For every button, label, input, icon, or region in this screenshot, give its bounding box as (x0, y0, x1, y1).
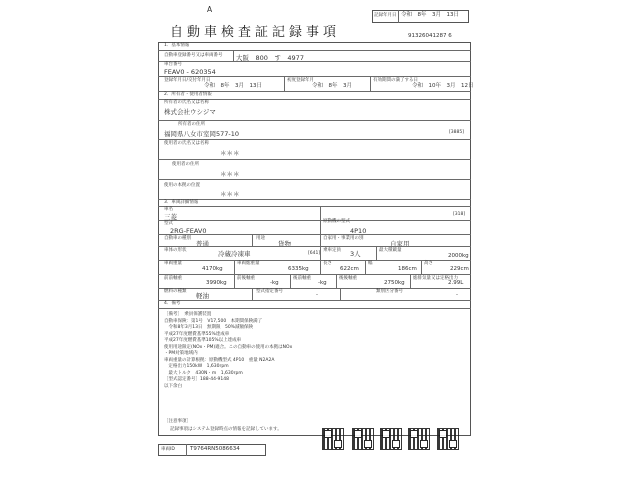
body-value: 冷蔵冷凍車 (218, 250, 251, 258)
remark-line: 車両重量の計算根拠：原動機型式 4P10 重量 N2A2A (164, 357, 275, 363)
category-label: 類別区分番号 (376, 289, 403, 294)
registration-value: 大阪 800 す 4977 (236, 54, 304, 62)
qr-code-icon (352, 428, 374, 450)
first-year-value: 令和 8年 3月 (312, 83, 352, 89)
car-name-code: [318] (453, 212, 466, 217)
qr-code-icon (380, 428, 402, 450)
length-value: 622cm (340, 266, 359, 272)
kind-label: 自動車の種別 (164, 236, 191, 241)
use-value: 貨物 (278, 240, 291, 248)
owner-address-value: 福岡県八女市室岡577-10 (164, 130, 240, 138)
first-reg-label: 登録年月日/交付年月日 (164, 78, 211, 83)
notes-heading: ［注意事項］ (164, 419, 191, 424)
car-name-value: 三菱 (164, 213, 177, 221)
remarks-block (164, 311, 464, 389)
remark-line: 平成27年度燃費基準55%達成車 (164, 331, 230, 337)
weight-label: 車両重量 (164, 261, 182, 266)
section1-heading: 1．基本情報 (164, 43, 190, 48)
car-name-label: 車名 (164, 207, 173, 212)
section4-heading: 4．備考 (164, 301, 181, 306)
rear-front-axle-value: -kg (318, 280, 327, 286)
fuel-label: 燃料の種類 (164, 289, 187, 294)
header-mark: A (207, 5, 213, 14)
model-label: 型式 (164, 221, 173, 226)
engine-value: 4P10 (350, 227, 367, 235)
remark-line: 使用用途限定(NOx・PM)適合。この自動車の使用の本拠はNOx (164, 344, 293, 350)
model-number-label: 型式指定番号 (256, 289, 283, 294)
load-label: 最大積載量 (379, 248, 402, 253)
user-address-value: ＊＊＊ (220, 170, 240, 178)
remark-line: 以下余白 (164, 383, 182, 389)
remark-line: ［型式認定番号］188-44-9148 (164, 377, 230, 382)
purpose-label: 自家用・事業用の別 (323, 236, 364, 241)
displacement-label: 総排気量又は定格出力 (413, 276, 458, 281)
rear-axle-value: 2750kg (384, 280, 405, 286)
qr-code-icon (408, 428, 430, 450)
height-label: 高さ (424, 261, 433, 266)
use-label: 用途 (256, 236, 265, 241)
height-value: 229cm (450, 266, 469, 272)
kind-value: 普通 (196, 240, 209, 248)
displacement-value: 2.99L (448, 280, 464, 286)
owner-name-value: 株式会社ウシジマ (164, 108, 216, 116)
weight-value: 4170kg (202, 266, 223, 272)
expiry-value: 令和 10年 3月 12日 (412, 83, 474, 89)
width-label: 幅 (368, 261, 373, 266)
purpose-value: 自家用 (390, 240, 410, 248)
date-value: 令和 8年 3月 13日 (401, 12, 459, 18)
capacity-value: 3人 (350, 250, 361, 258)
rear-front-axle-label: 後前軸重 (293, 276, 311, 281)
front-rear-axle-label: 前後軸重 (237, 276, 255, 281)
remark-line: ［備考］ 乗員保護装置 (164, 312, 212, 317)
front-axle-label: 前前軸重 (164, 276, 182, 281)
body-label: 車体の形状 (164, 248, 187, 253)
document-number: 91326041287 6 (408, 33, 452, 39)
length-label: 長さ (323, 261, 332, 266)
remark-line: 自動車保険：第1号 V17,500 本期間保険満了 (164, 318, 263, 324)
fuel-value: 軽油 (196, 292, 209, 300)
width-value: 186cm (398, 266, 417, 272)
registration-label: 自動車登録番号又は車両番号 (164, 53, 223, 58)
model-value: 2RG-FEAV0 (170, 227, 207, 235)
category-value: - (456, 292, 458, 298)
body-code: [641] (308, 251, 321, 256)
remark-line: 最大トルク 430N・m 1,630rpm (164, 370, 243, 376)
first-year-label: 初度登録年月 (287, 78, 314, 83)
remark-line: 令和8年3月13日 無期限 50%減額保険 (164, 325, 253, 330)
capacity-label: 乗車定員 (323, 248, 341, 253)
chassis-label: 車台番号 (164, 62, 182, 67)
load-value: 2000kg (448, 253, 469, 259)
gross-value: 6335kg (288, 266, 309, 272)
base-location-label: 使用の本拠の位置 (164, 183, 200, 188)
user-address-label: 使用者の住所 (172, 162, 199, 167)
document-title: 自動車検査証記録事項 (170, 25, 341, 40)
owner-name-label: 所有者の氏名又は名称 (164, 100, 209, 105)
vehicle-id-label: 車両ID (161, 447, 175, 452)
date-label: 記録年月日 (374, 13, 397, 18)
section2-heading: 2．所有者・使用者情報 (164, 92, 212, 97)
qr-code-icon (322, 428, 344, 450)
first-reg-value: 令和 8年 3月 13日 (204, 83, 262, 89)
remark-line: 平成27年度燃費基準105%以上達成車 (164, 338, 242, 343)
rear-axle-label: 後後軸重 (339, 276, 357, 281)
base-location-value: ＊＊＊ (220, 190, 240, 198)
expiry-label: 有効期間の満了する日 (373, 78, 418, 83)
front-axle-value: 3990kg (206, 280, 227, 286)
engine-label: 原動機の型式 (323, 219, 350, 224)
vehicle-id-value: T9764RN5086634 (190, 446, 240, 452)
remark-line: 定格出力150kW 1,630rpm (164, 364, 229, 369)
remark-line: ・PM対策地域内 (164, 351, 198, 356)
user-name-value: ＊＊＊ (220, 149, 240, 157)
model-number-value: - (316, 292, 318, 298)
qr-code-icon (437, 428, 459, 450)
notes-line: 記録事項はシステム登録時点の情報を記録しています。 (170, 427, 282, 432)
gross-label: 車両総重量 (237, 261, 260, 266)
owner-address-code: [3885] (449, 130, 464, 135)
section3-heading: 3．車両詳細情報 (164, 200, 199, 205)
owner-address-label: 所有者の住所 (178, 122, 205, 127)
user-name-label: 使用者の氏名又は名称 (164, 141, 209, 146)
chassis-value: FEAV0 - 620354 (164, 68, 216, 76)
front-rear-axle-value: -kg (270, 280, 279, 286)
